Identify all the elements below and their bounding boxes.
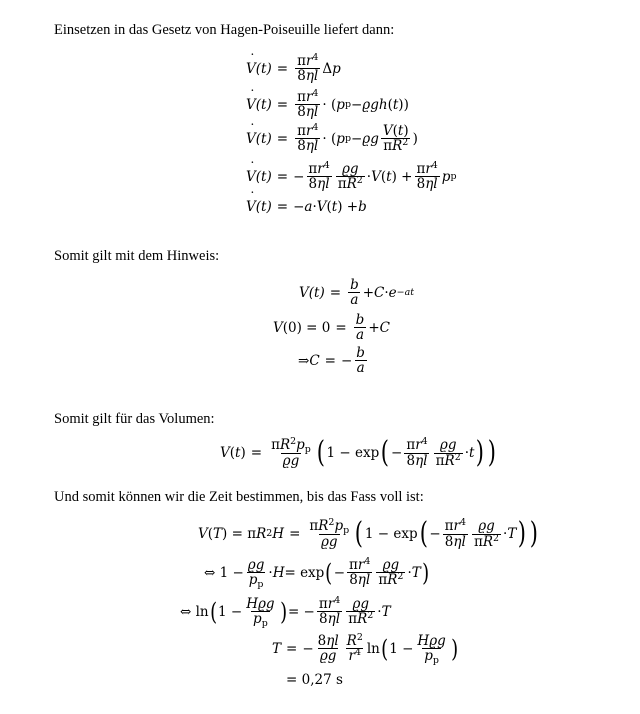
equation-time-3: ⇔ ln ( 1 − $\frac{\text{Hϱg}}{p_p}$ ) = − $\frac{\pi r^4}{8\eta l}$ $\frac{ϱg}{\pi R^2}$ · T	[180, 594, 391, 629]
equation-7: V (0) = 0 = $\frac{b}{a}$ + C	[273, 312, 390, 344]
equation-3: ˙ V(t) = $\frac{\pi r^4}{8\eta l}$ · ( p p − ϱg $\frac{V(t)}{\pi R^2}$ )	[246, 124, 418, 153]
equation-2: ˙ V(t) = $\frac{\pi r^4}{8\eta l}$ · ( p p − ϱgh ( t ))	[246, 90, 409, 119]
result-text: = 0,27 s	[286, 672, 343, 688]
intro-text: Einsetzen in das Gesetz von Hagen-Poiseuille liefert dann:	[54, 22, 395, 38]
equation-volume: V ( t ) = $\frac{\pi R^2p_p}{ϱg}$ ( 1 − exp ( − $\frac{\pi r^4}{8\eta l}$ $\frac{ϱg}{\pi R^2}$ · t ) )	[220, 435, 497, 470]
equation-1: ˙ V(t) = $\frac{\pi r^4}{8\eta l}$ Δ p	[246, 54, 341, 83]
result-value	[286, 672, 343, 688]
equation-time-4: T = − $\frac{8\eta l}{ϱg}$ $\frac{R^2}{r^4}$ ln ( 1 − $\frac{\text{Hϱg}}{p_p}$ )	[272, 631, 458, 666]
equation-time-1: V ( T ) = π R 2 H = $\frac{\pi R^2p_p}{ϱg}$ ( 1 − exp ( − $\frac{\pi r^4}{8\eta l}$ $\frac{ϱg}{\pi R^2}$ · T ) )	[198, 516, 539, 551]
hint-text: Somit gilt mit dem Hinweis:	[54, 248, 220, 264]
equation-4: ˙ V(t) = − $\frac{\pi r^4}{8\eta l}$ $\frac{ϱg}{\pi R^2}$ · V ( t ) + $\frac{\pi r^4}{8\eta l}$ p p	[246, 162, 457, 191]
equation-time-2: ⇔ 1 − $\frac{ϱg}{p_p}$ · H = exp ( − $\frac{\pi r^4}{8\eta l}$ $\frac{ϱg}{\pi R^2}$ · T )	[204, 555, 429, 590]
equation-6: V(t) = $\frac{b}{a}$ + C · e −at	[299, 277, 415, 309]
equation-5: ˙ V(t) = − a · V ( t ) + b	[246, 199, 367, 215]
equation-8: ⇒ C = − $\frac{b}{a}$	[298, 345, 365, 377]
time-text: Und somit können wir die Zeit bestimmen, bis das Fass voll ist:	[54, 489, 424, 505]
volume-text: Somit gilt für das Volumen:	[54, 411, 215, 427]
